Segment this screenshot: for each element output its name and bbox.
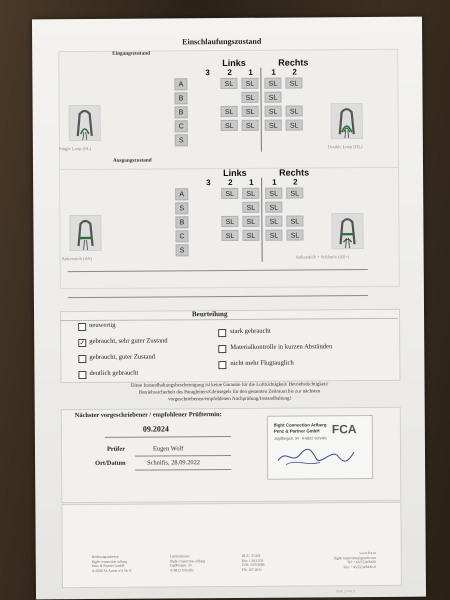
entry-row-label: A [174, 78, 187, 90]
entry-loop-cell: SL [220, 78, 237, 89]
entry-col-num: 2 [292, 67, 297, 77]
entry-row-label: C [175, 120, 188, 132]
exit-loop-cell: SL [286, 215, 303, 226]
footer-line: flight connection arlberg [169, 558, 206, 564]
footer-line: A-6822 Schnifis [169, 568, 194, 573]
option-materialkontrolle: Materialkontrolle in kurzen Abständen [230, 343, 333, 351]
checkbox-guter-zustand[interactable] [78, 355, 86, 363]
entry-loop-cell: SL [264, 92, 281, 103]
exit-loop-cell: SL [286, 229, 303, 240]
exit-loop-cell: SL [221, 216, 238, 227]
footer-line: Rechnungsadresse: [91, 554, 120, 559]
footer-line: flight connection arlberg [91, 559, 128, 564]
carabiner-icon [70, 106, 100, 140]
carabiner-icon [332, 104, 362, 138]
footer-line: UID: 32703686 [241, 562, 265, 568]
exit-row-label: C [175, 230, 188, 242]
ankerstich-schlaufe-photo [331, 213, 363, 249]
option-sehr-guter-zustand: gebraucht, sehr guter Zustand [89, 337, 168, 345]
entry-rechts-header: Rechts [278, 57, 309, 68]
single-loop-caption: Single Loop (SL) [58, 145, 92, 152]
assessment-heading: Beurteilung [192, 310, 228, 319]
footer-line: A-6580 St. Anton a/A Nr. 8 [91, 568, 132, 573]
entry-row-label: B [174, 92, 187, 104]
exit-col-num: 1 [272, 177, 277, 187]
footer-line: FN: 107.282v [241, 567, 262, 572]
option-guter-zustand: gebraucht, guter Zustand [89, 353, 156, 361]
footer-line: flightconnection@gmail.com [333, 555, 376, 560]
exit-loop-cell: SL [221, 188, 238, 199]
footer-billing [92, 555, 132, 574]
ort-datum-label: Ort/Datum [95, 459, 126, 467]
ankerstich-schlaufe-caption: Ankerstich + Schlaufe (AS+) [295, 254, 350, 260]
checkbox-deutlich-gebraucht[interactable] [78, 371, 86, 379]
entry-heading: Eingangszustand [112, 50, 151, 57]
exit-row-label: A [175, 188, 188, 200]
page-number: Seite 2 von 3 [335, 589, 355, 594]
exit-loop-cell: SL [265, 216, 282, 227]
entry-loop-cell: SL [221, 106, 238, 117]
exit-loop-cell: SL [242, 188, 259, 199]
exit-loop-cell: SL [265, 230, 282, 241]
exit-loop-cell: SL [265, 188, 282, 199]
footer-box [61, 502, 402, 588]
footer-line: Kto: 1.912.633 [241, 558, 264, 563]
entry-row-label: S [175, 134, 188, 146]
exit-loop-cell: SL [286, 187, 303, 198]
footer-line: Lieferadresse: [169, 554, 191, 559]
footer-line: Fax: +43/5524/8430-8 [343, 564, 376, 569]
footer-line: Penz & Partner GmbH [91, 563, 125, 569]
footer-line: BLZ : 37424 [241, 553, 261, 558]
stamp-line2: Penz & Partner GmbH [273, 428, 320, 434]
entry-loop-cell: SL [264, 78, 281, 89]
entry-loop-cell: SL [241, 78, 258, 89]
entry-loop-cell: SL [265, 106, 282, 117]
checkbox-materialkontrolle[interactable] [218, 345, 226, 353]
exit-heading: Ausgangszustand [112, 157, 152, 164]
exit-col-num: 2 [293, 177, 298, 187]
entry-loop-cell: SL [286, 105, 303, 116]
pruefer-label: Prüfer [106, 445, 126, 453]
entry-col-num: 2 [227, 67, 232, 78]
checkbox-nicht-flugtauglich[interactable] [218, 361, 226, 369]
option-nicht-flugtauglich: nicht mehr Flugtauglich [230, 359, 294, 367]
footer-line: Tel: +43/5524/8430 [347, 560, 376, 565]
pruefer-value: Eugen Wolf [152, 445, 184, 453]
single-loop-photo [69, 105, 101, 141]
double-loop-caption: Double Loop (DL) [327, 144, 363, 150]
exit-col-num: 3 [206, 178, 211, 188]
checkbox-neuwertig[interactable] [78, 323, 86, 331]
exit-row-label: S [175, 202, 188, 214]
checkbox-stark-gebraucht[interactable] [218, 329, 226, 337]
disclaimer-line: vorgeschriebenen/empfohlenen Nachprüfung/Instandhaltung! [168, 396, 292, 403]
footer-contact [312, 551, 376, 570]
footer-line: Jagdbergstr. 34 [169, 563, 192, 568]
entry-links-header: Links [222, 57, 246, 69]
exit-loop-cell: SL [265, 202, 282, 213]
checkbox-sehr-guter-zustand[interactable]: ✓ [79, 339, 86, 348]
stamp-line1: flight Connection Arlberg [273, 422, 327, 428]
document-title: Einschlaufungszustand [182, 36, 262, 47]
entry-col-num: 3 [205, 68, 210, 78]
signature-icon [276, 444, 356, 469]
footer-bank [242, 554, 265, 573]
entry-col-num: 1 [271, 67, 276, 77]
entry-loop-cell: SL [285, 77, 302, 88]
exit-links-header: Links [223, 167, 247, 179]
disclaimer [61, 382, 399, 405]
exit-loop-cell: SL [242, 202, 259, 213]
exit-col-num: 1 [249, 177, 254, 187]
option-deutlich-gebraucht: deutlich gebraucht [89, 369, 139, 377]
footer-line: www.fca.at [359, 550, 376, 556]
exit-col-num: 2 [228, 177, 233, 188]
entry-col-num: 1 [248, 67, 253, 77]
option-neuwertig: neuwertig [89, 321, 116, 329]
next-test-label: Nächster vorgeschriebener / empfohlener Prüftermin: [74, 411, 222, 420]
ankerstich-photo [69, 215, 101, 251]
double-loop-photo [331, 103, 363, 139]
carabiner-icon [332, 214, 362, 248]
stamp-line3: Jagdbergstr. 34 · A-6822 Schnifis [273, 436, 327, 441]
ankerstich-caption: Ankerstich (AS) [61, 255, 92, 262]
ort-datum-value: Schnifis, 28.09.2022 [147, 459, 201, 467]
option-stark-gebraucht: stark gebraucht [230, 327, 271, 335]
entry-loop-cell: SL [286, 119, 303, 130]
entry-loop-cell: SL [242, 120, 259, 131]
exit-row-label: B [175, 216, 188, 228]
disclaimer-line: Betriebssicherheit des Paragleiters/Gleitsegels für den gesamten Zeitraum bis zur nächsten [138, 389, 321, 396]
exit-loop-cell: SL [221, 230, 238, 241]
entry-loop-cell: SL [241, 92, 258, 103]
exit-loop-cell: SL [242, 230, 259, 241]
document-page [32, 17, 426, 600]
exit-loop-cell: SL [242, 216, 259, 227]
disclaimer-line: Diese Instandhaltungsbescheinigung ist keine Garantie für die Lufttüchtigkeit/ Betriebstüchtigkeit/ [130, 382, 329, 389]
entry-loop-cell: SL [265, 120, 282, 131]
entry-loop-cell: SL [221, 120, 238, 131]
entry-row-label: B [175, 106, 188, 118]
company-stamp [267, 415, 373, 480]
carabiner-icon [70, 216, 100, 250]
next-test-value: 09.2024 [142, 424, 169, 434]
note-line [68, 295, 368, 298]
exit-rechts-header: Rechts [279, 167, 310, 178]
fca-logo: FCA [331, 422, 357, 437]
footer-delivery [170, 554, 206, 573]
entry-loop-cell: SL [242, 106, 259, 117]
exit-row-label: S [176, 244, 189, 256]
